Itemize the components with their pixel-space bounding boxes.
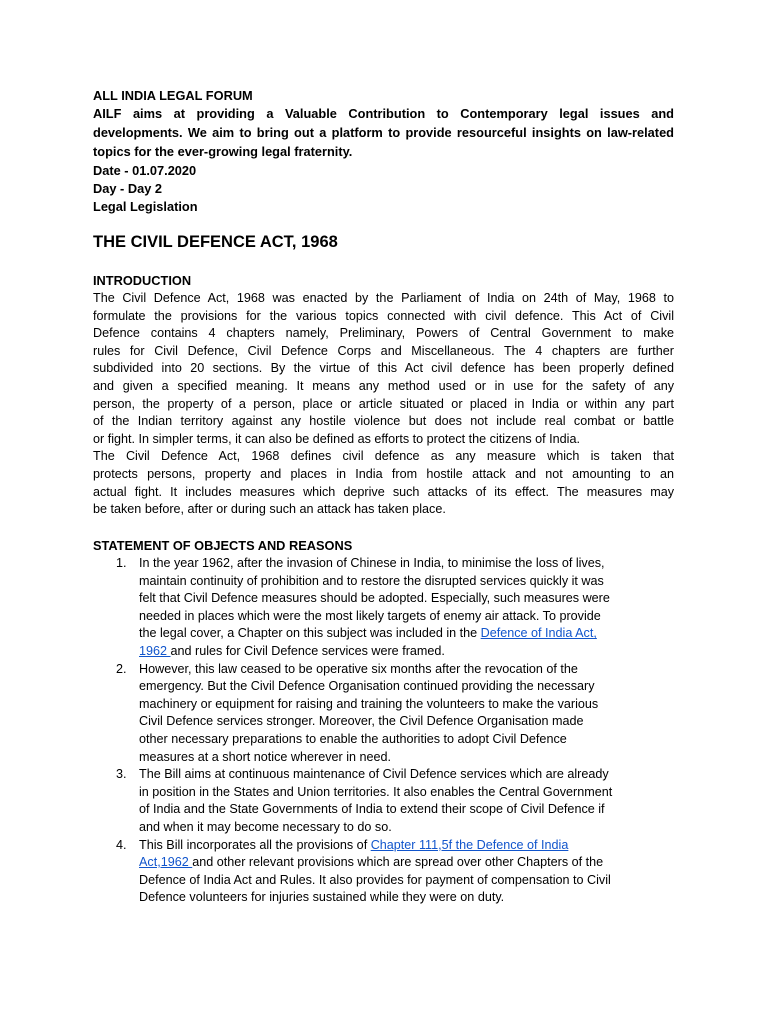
chapter-defence-of-india-link[interactable]: Chapter 111,5f the Defence of India	[370, 837, 569, 852]
forum-about	[93, 104, 674, 161]
list-line-text: and other relevant provisions which are spread over other Chapters of the	[192, 855, 604, 870]
list-item	[93, 661, 683, 767]
forum-name: ALL INDIA LEGAL FORUM	[93, 88, 253, 103]
list-line: measures at a short notice wherever in need.	[139, 749, 392, 764]
about-line: developments. We aim to bring out a platform to provide resourceful insights on law-related	[93, 125, 674, 140]
list-number: 4.	[116, 837, 127, 852]
list-line: Civil Defence services stronger. Moreover, the Civil Defence Organisation made	[139, 714, 584, 729]
paragraph-line: or fight. In simpler terms, it can also be defined as efforts to protect the citizens of India.	[93, 431, 580, 446]
list-line-text: and rules for Civil Defence services were framed.	[170, 643, 445, 658]
list-line: in position in the States and Union territories. It also enables the Central Government	[139, 784, 613, 799]
list-line	[139, 625, 683, 643]
paragraph-line: rules for Civil Defence, Civil Defence Corps and Miscellaneous. The 4 chapters are further	[93, 343, 674, 358]
list-line: of India and the State Governments of India to extend their scope of Civil Defence if	[139, 802, 605, 817]
day-line: Day - Day 2	[93, 181, 162, 196]
list-line-text: This Bill incorporates all the provisions of	[139, 837, 371, 852]
about-line: AILF aims at providing a Valuable Contribution to Contemporary legal issues and	[93, 106, 674, 121]
list-number: 1.	[116, 556, 127, 570]
list-line: Defence volunteers for injuries sustained while they were on duty.	[139, 890, 505, 905]
date-line: Date - 01.07.2020	[93, 163, 197, 178]
paragraph-line: actual fight. It includes measures which deprive such attacks of its effect. The measures may	[93, 484, 674, 499]
list-line: Defence of India Act and Rules. It also provides for payment of compensation to Civil	[139, 872, 611, 887]
defence-of-india-act-link-cont[interactable]: 1962	[139, 643, 171, 658]
list-line: In the year 1962, after the invasion of Chinese in India, to minimise the loss of lives,	[139, 556, 605, 570]
list-line: However, this law ceased to be operative six months after the revocation of the	[139, 661, 578, 676]
list-line-text: the legal cover, a Chapter on this subject was included in the	[139, 626, 481, 641]
list-line: needed in places which were the most likely targets of enemy air attack. To provide	[139, 608, 601, 623]
list-line	[139, 854, 683, 872]
list-item	[93, 555, 683, 661]
paragraph-line: person, the property of a person, place or article situated or placed in India or within any part	[93, 396, 674, 411]
defence-of-india-act-link[interactable]: Defence of India Act,	[480, 626, 597, 641]
document-title: THE CIVIL DEFENCE ACT, 1968	[93, 233, 338, 251]
objects-list	[93, 555, 683, 907]
introduction-paragraph	[93, 290, 674, 519]
paragraph-line: formulate the provisions for the various topics connected with civil defence. This Act of Civil	[93, 308, 674, 323]
category-line: Legal Legislation	[93, 199, 198, 214]
list-line: machinery or equipment for raising and training the volunteers to make the various	[139, 696, 599, 711]
introduction-heading: INTRODUCTION	[93, 273, 192, 288]
chapter-defence-of-india-link-cont[interactable]: Act,1962	[139, 855, 193, 870]
paragraph-line: protects persons, property and places in India from hostile attack and not amounting to an	[93, 466, 674, 481]
list-line: and when it may become necessary to do so.	[139, 819, 392, 834]
paragraph-line: Defence contains 4 chapters namely, Preliminary, Powers of Central Government to make	[93, 326, 674, 341]
objects-heading: STATEMENT OF OBJECTS AND REASONS	[93, 538, 353, 553]
about-line: topics for the ever-growing legal fraternity.	[93, 144, 353, 159]
list-line: other necessary preparations to enable the authorities to adopt Civil Defence	[139, 731, 567, 746]
paragraph-line: The Civil Defence Act, 1968 defines civil defence as any measure which is taken that	[93, 449, 674, 464]
list-item	[93, 766, 683, 836]
paragraph-line: be taken before, after or during such an attack has taken place.	[93, 502, 446, 517]
list-line: felt that Civil Defence measures should be adopted. Especially, such measures were	[139, 591, 610, 606]
paragraph-line: The Civil Defence Act, 1968 was enacted by the Parliament of India on 24th of May, 1968 to	[93, 291, 674, 305]
paragraph-line: and given a specified meaning. It means any method used or in use for the safety of any	[93, 378, 674, 393]
list-line	[139, 837, 683, 855]
paragraph-line: subdivided into 20 sections. By the virtue of this Act civil defence has been properly defined	[93, 361, 674, 376]
list-line: emergency. But the Civil Defence Organisation continued providing the necessary	[139, 679, 595, 694]
list-number: 2.	[116, 661, 127, 676]
list-line: The Bill aims at continuous maintenance of Civil Defence services which are already	[139, 767, 609, 782]
list-line	[139, 643, 683, 661]
list-line: maintain continuity of prohibition and to restore the disrupted services quickly it was	[139, 573, 604, 588]
list-item	[93, 837, 683, 907]
list-number: 3.	[116, 767, 127, 782]
paragraph-line: of the Indian territory against any hostile violence but does not include real combat or battle	[93, 414, 674, 429]
